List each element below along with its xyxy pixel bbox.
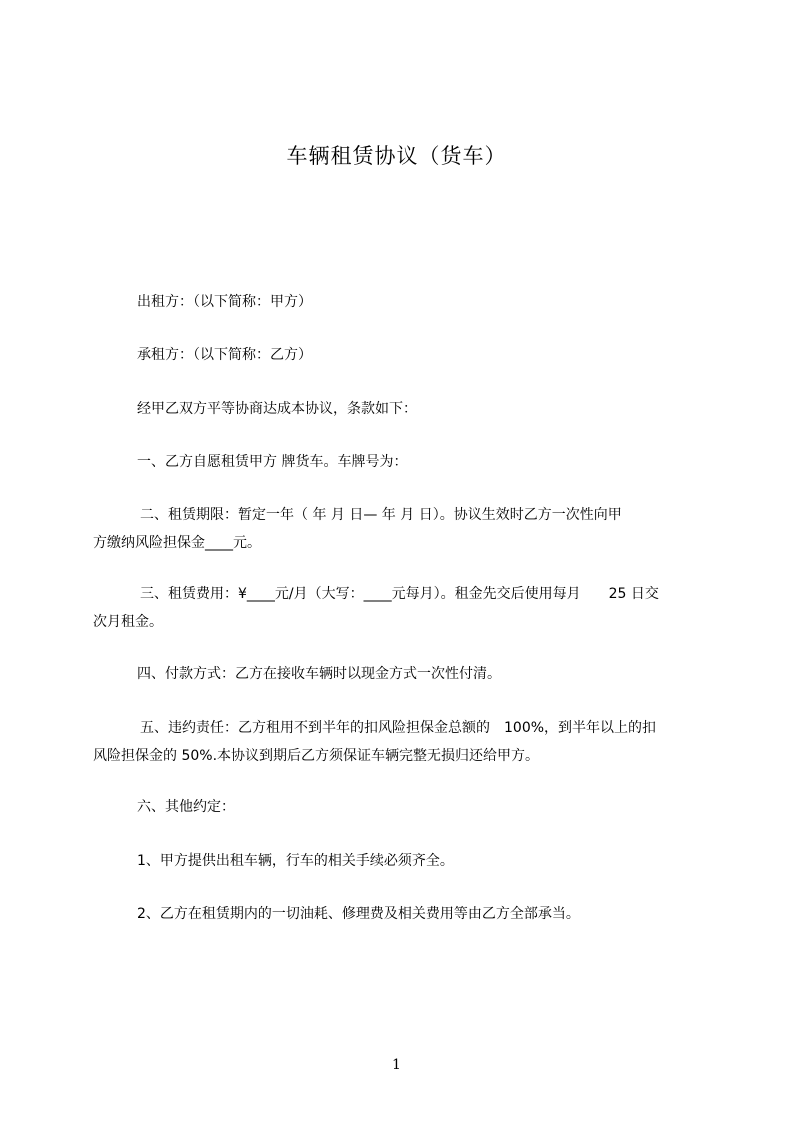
clause-3-line-2: 次月租金。 (93, 614, 163, 630)
clause-3-line-1: 三、租赁费用：¥____元/月（大写：____元每月）。租金先交后使用每月 25 日交 (140, 586, 659, 602)
lessee-line: 承租方：（以下简称：乙方） (137, 347, 312, 363)
clause-4: 四、付款方式：乙方在接收车辆时以现金方式一次性付清。 (137, 666, 501, 682)
clause-2-line-1: 二、租赁期限：暂定一年（ 年 月 日— 年 月 日）。协议生效时乙方一次性向甲 (140, 507, 622, 523)
clause-1: 一、乙方自愿租赁甲方 牌货车。车牌号为： (137, 454, 408, 470)
document-title: 车辆租赁协议（货车） (286, 144, 507, 168)
clause-6-heading: 六、其他约定： (137, 799, 235, 815)
page-number: 1 (392, 1057, 401, 1073)
clause-5-line-1: 五、违约责任：乙方租用不到半年的扣风险担保金总额的 100%，到半年以上的扣 (140, 720, 657, 736)
clause-2-line-2: 方缴纳风险担保金____元。 (93, 535, 261, 551)
clause-6-item-1: 1、甲方提供出租车辆，行车的相关手续必须齐全。 (137, 853, 454, 869)
intro-line: 经甲乙双方平等协商达成本协议，条款如下： (137, 401, 417, 417)
clause-6-item-2: 2、乙方在租赁期内的一切油耗、修理费及相关费用等由乙方全部承当。 (137, 906, 580, 922)
clause-5-line-2: 风险担保金的 50%.本协议到期后乙方须保证车辆完整无损归还给甲方。 (93, 748, 540, 764)
lessor-line: 出租方：（以下简称：甲方） (137, 294, 312, 310)
